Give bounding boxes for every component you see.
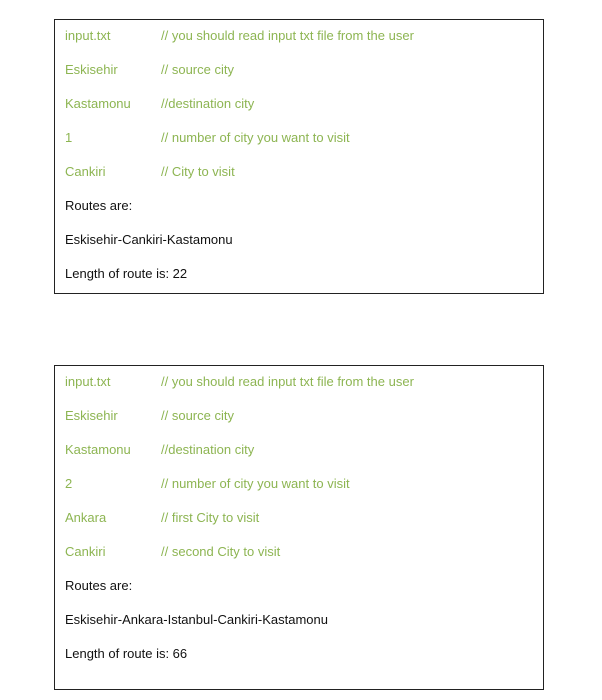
input-comment: // source city [161,408,234,423]
input-comment: //destination city [161,96,255,111]
example-box-1 [54,19,544,294]
input-value: Cankiri [65,164,106,179]
example-box-2 [54,365,544,690]
input-value: Kastamonu [65,96,131,111]
input-comment: // number of city you want to visit [161,476,350,491]
input-row [65,406,533,426]
input-value: input.txt [65,374,111,389]
routes-label: Routes are: [65,198,133,213]
route-length: Length of route is: 66 [65,646,188,661]
input-row [65,508,533,528]
input-comment: // first City to visit [161,510,260,525]
input-value: Eskisehir [65,408,118,423]
route-text: Eskisehir-Cankiri-Kastamonu [65,232,233,247]
input-row [65,474,533,494]
input-row [65,94,533,114]
input-value: Cankiri [65,544,106,559]
input-comment: // number of city you want to visit [161,130,350,145]
route-text: Eskisehir-Ankara-Istanbul-Cankiri-Kastamonu [65,612,328,627]
input-comment: // you should read input txt file from the user [161,28,414,43]
input-value: Ankara [65,510,107,525]
input-row [65,60,533,80]
input-row [65,440,533,460]
input-value: 2 [65,476,73,491]
input-row [65,542,533,562]
input-row [65,162,533,182]
input-value: Eskisehir [65,62,118,77]
routes-label: Routes are: [65,578,133,593]
input-value: 1 [65,130,73,145]
input-value: input.txt [65,28,111,43]
input-comment: //destination city [161,442,255,457]
input-comment: // City to visit [161,164,235,179]
input-row [65,372,533,392]
input-comment: // second City to visit [161,544,281,559]
input-row [65,128,533,148]
input-value: Kastamonu [65,442,131,457]
route-length: Length of route is: 22 [65,266,188,281]
input-row [65,26,533,46]
input-comment: // source city [161,62,234,77]
input-comment: // you should read input txt file from the user [161,374,414,389]
